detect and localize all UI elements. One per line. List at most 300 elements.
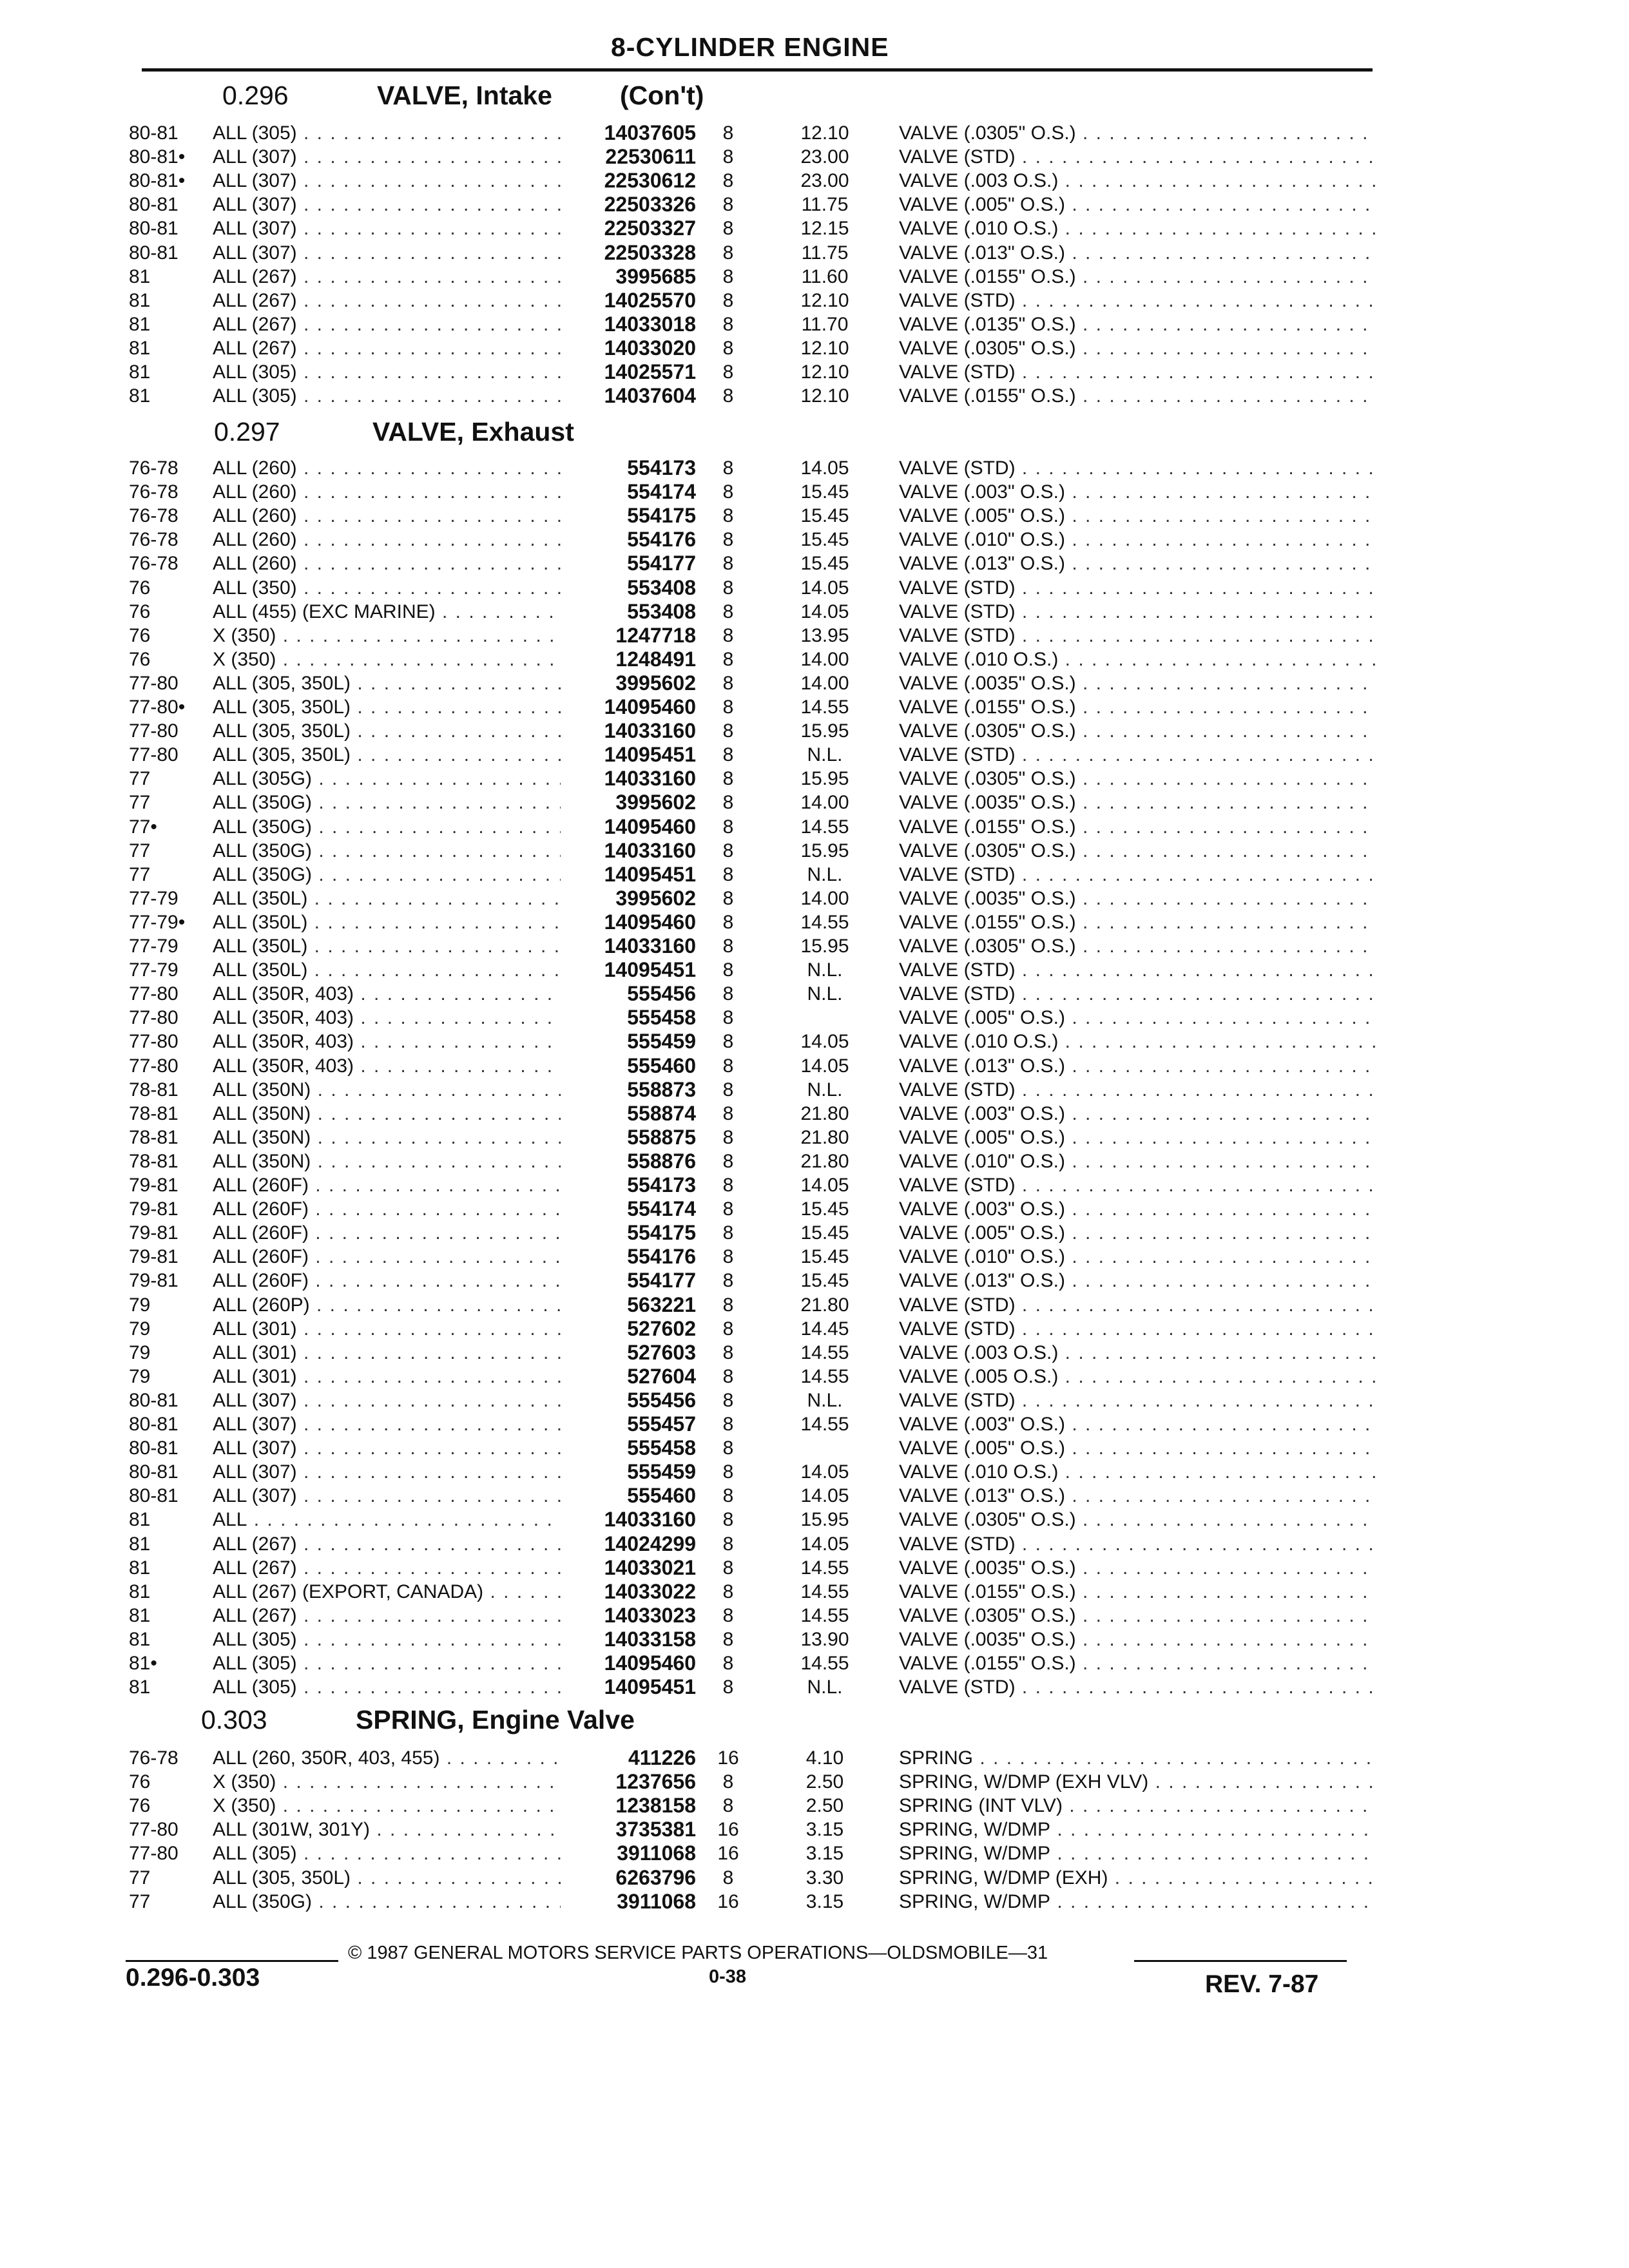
row-quantity: 8: [722, 529, 734, 550]
footer-copyright: © 1987 GENERAL MOTORS SERVICE PARTS OPERATIONS—OLDSMOBILE—31: [348, 1943, 1048, 1963]
row-application: ALL (350G) . . .: [213, 1890, 561, 1914]
row-description: VALVE (.010" O.S.) . . .: [899, 1245, 1376, 1269]
row-description: VALVE (.005" O.S.) . . .: [899, 1006, 1376, 1030]
row-year: 78-81: [129, 1103, 178, 1124]
row-price: N.L.: [807, 1677, 843, 1698]
row-part-number: 554174: [627, 480, 696, 503]
row-quantity: 8: [722, 314, 734, 335]
row-quantity: 8: [722, 1581, 734, 1602]
row-part-number: 555458: [627, 1006, 696, 1029]
row-price: 14.55: [800, 1605, 849, 1626]
table-row: [0, 1651, 1629, 1675]
row-application: ALL (267) . . .: [213, 312, 561, 336]
row-part-number: 14033021: [604, 1556, 696, 1579]
row-price: 15.45: [800, 1198, 849, 1220]
row-part-number: 14033160: [604, 1508, 696, 1531]
footer-rule-right: [1134, 1960, 1347, 1962]
row-application: ALL (267) . . .: [213, 1556, 561, 1580]
row-quantity: 8: [722, 338, 734, 359]
table-row: [0, 1197, 1629, 1221]
row-part-number: 3995685: [615, 265, 696, 288]
row-year: 77: [129, 792, 151, 813]
row-part-number: 554175: [627, 504, 696, 527]
row-description: VALVE (.005" O.S.) . . .: [899, 504, 1376, 528]
header-rule: [142, 68, 1373, 72]
row-year: 79-81: [129, 1246, 178, 1267]
row-quantity: 8: [722, 1151, 734, 1172]
table-row: [0, 1030, 1629, 1053]
row-description: VALVE (STD) . . .: [899, 289, 1376, 312]
row-quantity: 8: [722, 266, 734, 287]
row-description: VALVE (.0305" O.S.) . . .: [899, 1508, 1376, 1532]
table-row: [0, 648, 1629, 671]
row-description: VALVE (.005" O.S.) . . .: [899, 1436, 1376, 1460]
table-row: [0, 312, 1629, 336]
row-quantity: 8: [722, 1605, 734, 1626]
row-quantity: 8: [722, 840, 734, 861]
row-price: 15.95: [800, 1509, 849, 1530]
row-quantity: 8: [722, 792, 734, 813]
table-row: [0, 1054, 1629, 1078]
row-part-number: 527602: [627, 1317, 696, 1340]
row-application: X (350) . . .: [213, 648, 561, 671]
table-row: [0, 265, 1629, 289]
row-quantity: 8: [722, 1318, 734, 1340]
row-quantity: 8: [722, 816, 734, 838]
row-description: VALVE (.013" O.S.) . . .: [899, 1269, 1376, 1293]
row-description: VALVE (.0155" O.S.) . . .: [899, 1651, 1376, 1675]
row-application: ALL (350L) . . .: [213, 958, 561, 982]
row-description: VALVE (.0035" O.S.) . . .: [899, 791, 1376, 814]
table-row: [0, 1628, 1629, 1651]
table-row: [0, 216, 1629, 240]
row-quantity: 8: [722, 673, 734, 694]
row-year: 79: [129, 1318, 151, 1340]
row-price: 14.45: [800, 1318, 849, 1340]
row-description: SPRING (INT VLV) . . .: [899, 1794, 1376, 1818]
row-application: ALL (260) . . .: [213, 528, 561, 552]
row-year: 79-81: [129, 1222, 178, 1244]
row-description: VALVE (.0035" O.S.) . . .: [899, 1556, 1376, 1580]
row-year: 76: [129, 577, 151, 599]
row-quantity: 8: [722, 1653, 734, 1674]
row-price: 3.15: [805, 1891, 844, 1912]
row-year: 78-81: [129, 1151, 178, 1172]
row-year: 77-80: [129, 1819, 178, 1840]
row-year: 77: [129, 864, 151, 885]
row-year: 77-80: [129, 983, 178, 1004]
table-row: [0, 145, 1629, 169]
row-price: 15.95: [800, 720, 849, 742]
section-title: VALVE, Exhaust: [372, 417, 574, 447]
row-quantity: 8: [722, 1414, 734, 1435]
row-year: 77-80: [129, 1007, 178, 1028]
row-application: ALL (307) . . .: [213, 1460, 561, 1484]
row-year: 80-81: [129, 1437, 178, 1459]
row-part-number: 3995602: [615, 671, 696, 695]
row-part-number: 555459: [627, 1460, 696, 1483]
row-price: 13.95: [800, 625, 849, 646]
row-description: VALVE (.010 O.S.) . . .: [899, 648, 1376, 671]
row-description: VALVE (.0035" O.S.) . . .: [899, 1628, 1376, 1651]
row-application: ALL (305G) . . .: [213, 767, 561, 791]
table-row: [0, 1841, 1629, 1865]
row-year: 77: [129, 1891, 151, 1912]
row-description: VALVE (.005 O.S.) . . .: [899, 1365, 1376, 1389]
row-description: VALVE (.0305" O.S.) . . .: [899, 767, 1376, 791]
table-row: [0, 1221, 1629, 1245]
row-application: X (350) . . .: [213, 1770, 561, 1794]
footer-section-range: 0.296-0.303: [126, 1964, 260, 1992]
row-year: 76-78: [129, 505, 178, 526]
row-price: 14.55: [800, 912, 849, 933]
row-quantity: 8: [722, 1127, 734, 1148]
table-row: [0, 1006, 1629, 1030]
table-row: [0, 1078, 1629, 1102]
row-part-number: 14037604: [604, 384, 696, 407]
row-application: ALL (350) . . .: [213, 576, 561, 600]
row-part-number: 558874: [627, 1102, 696, 1125]
row-application: ALL (307) . . .: [213, 216, 561, 240]
row-price: 12.15: [800, 218, 849, 239]
row-description: VALVE (STD) . . .: [899, 1173, 1376, 1197]
row-year: 77-80: [129, 1843, 178, 1864]
row-description: VALVE (.0155" O.S.) . . .: [899, 265, 1376, 289]
row-quantity: 8: [722, 1294, 734, 1316]
row-price: 23.00: [800, 146, 849, 168]
row-description: VALVE (STD) . . .: [899, 1078, 1376, 1102]
row-description: VALVE (.005" O.S.) . . .: [899, 193, 1376, 216]
row-quantity: 8: [722, 888, 734, 909]
row-description: VALVE (STD) . . .: [899, 600, 1376, 624]
row-description: VALVE (.0305" O.S.) . . .: [899, 121, 1376, 145]
row-price: 23.00: [800, 170, 849, 191]
table-row: [0, 1556, 1629, 1580]
row-description: VALVE (STD) . . .: [899, 576, 1376, 600]
row-price: 12.10: [800, 338, 849, 359]
row-price: 15.95: [800, 768, 849, 789]
section-title: VALVE, Intake: [377, 81, 552, 110]
row-part-number: 555456: [627, 982, 696, 1005]
row-quantity: 8: [722, 1007, 734, 1028]
row-description: VALVE (.0135" O.S.) . . .: [899, 312, 1376, 336]
row-application: ALL (260F) . . .: [213, 1221, 561, 1245]
row-part-number: 1248491: [615, 648, 696, 671]
row-part-number: 554174: [627, 1197, 696, 1220]
row-year: 80-81: [129, 242, 178, 264]
row-part-number: 6263796: [615, 1866, 696, 1889]
row-quantity: 8: [722, 1771, 734, 1792]
row-price: 14.05: [800, 1533, 849, 1555]
row-quantity: 8: [722, 481, 734, 503]
row-application: ALL (350G) . . .: [213, 815, 561, 839]
table-row: [0, 815, 1629, 839]
row-price: 11.70: [801, 314, 849, 335]
row-description: VALVE (.003 O.S.) . . .: [899, 169, 1376, 193]
row-price: 15.95: [800, 936, 849, 957]
row-price: 14.55: [800, 1342, 849, 1363]
row-year: 76: [129, 625, 151, 646]
section-number: 0.303: [201, 1705, 267, 1735]
table-row: [0, 480, 1629, 504]
row-quantity: 8: [722, 457, 734, 479]
row-price: N.L.: [807, 1390, 843, 1411]
table-row: [0, 1460, 1629, 1484]
row-part-number: 553408: [627, 576, 696, 599]
row-price: 15.95: [800, 840, 849, 861]
row-quantity: 16: [717, 1747, 739, 1769]
row-year: 77: [129, 840, 151, 861]
row-price: 21.80: [800, 1127, 849, 1148]
row-quantity: 8: [722, 959, 734, 981]
row-year: 79-81: [129, 1175, 178, 1196]
row-price: 14.55: [800, 697, 849, 718]
row-description: VALVE (.003" O.S.) . . .: [899, 1412, 1376, 1436]
row-quantity: 8: [722, 768, 734, 789]
row-price: 15.45: [800, 1222, 849, 1244]
row-application: ALL (305, 350L) . . .: [213, 719, 561, 743]
row-application: ALL (350N) . . .: [213, 1126, 561, 1149]
row-description: VALVE (.003 O.S.) . . .: [899, 1341, 1376, 1365]
row-price: 15.45: [800, 1246, 849, 1267]
row-part-number: 14033158: [604, 1628, 696, 1651]
row-part-number: 3911068: [617, 1890, 696, 1913]
row-year: 77: [129, 1867, 151, 1888]
row-price: 14.00: [800, 792, 849, 813]
row-price: 3.15: [805, 1819, 844, 1840]
row-year: 77: [129, 768, 151, 789]
row-description: VALVE (STD) . . .: [899, 1317, 1376, 1341]
table-row: [0, 1102, 1629, 1126]
row-price: 14.05: [800, 1485, 849, 1506]
table-row: [0, 767, 1629, 791]
row-quantity: 8: [722, 864, 734, 885]
row-part-number: 14025571: [604, 360, 696, 383]
row-description: VALVE (STD) . . .: [899, 1389, 1376, 1412]
table-row: [0, 1794, 1629, 1818]
row-application: ALL (260) . . .: [213, 480, 561, 504]
row-application: ALL (260F) . . .: [213, 1173, 561, 1197]
row-year: 81: [129, 1581, 151, 1602]
row-application: ALL (305, 350L) . . .: [213, 743, 561, 767]
row-application: ALL (307) . . .: [213, 169, 561, 193]
row-part-number: 554176: [627, 528, 696, 551]
table-row: [0, 1818, 1629, 1841]
table-row: [0, 1269, 1629, 1293]
table-row: [0, 600, 1629, 624]
row-description: VALVE (.0155" O.S.) . . .: [899, 815, 1376, 839]
row-description: VALVE (.0305" O.S.) . . .: [899, 934, 1376, 958]
table-row: [0, 1341, 1629, 1365]
row-quantity: 8: [722, 1867, 734, 1888]
row-year: 76-78: [129, 553, 178, 574]
table-row: [0, 360, 1629, 384]
row-application: ALL (301) . . .: [213, 1317, 561, 1341]
row-year: 81: [129, 1557, 151, 1579]
row-description: VALVE (.0155" O.S.) . . .: [899, 1580, 1376, 1604]
row-year: 76-78: [129, 529, 178, 550]
row-description: SPRING, W/DMP . . .: [899, 1841, 1376, 1865]
row-application: ALL (305, 350L) . . .: [213, 671, 561, 695]
row-year: 76-78: [129, 1747, 178, 1769]
table-row: [0, 169, 1629, 193]
row-price: 14.55: [800, 1653, 849, 1674]
row-part-number: 14037605: [604, 121, 696, 144]
row-year: 76: [129, 649, 151, 670]
row-year: 81•: [129, 1653, 157, 1674]
row-part-number: 14033022: [604, 1580, 696, 1603]
row-description: VALVE (.013" O.S.) . . .: [899, 1484, 1376, 1508]
row-year: 81: [129, 1629, 151, 1650]
row-year: 81: [129, 338, 151, 359]
row-application: ALL (267) . . .: [213, 336, 561, 360]
row-quantity: 8: [722, 1437, 734, 1459]
row-price: 14.55: [800, 816, 849, 838]
table-row: [0, 863, 1629, 887]
row-part-number: 554176: [627, 1245, 696, 1268]
row-part-number: 558876: [627, 1149, 696, 1173]
row-year: 80-81: [129, 194, 178, 215]
row-quantity: 8: [722, 983, 734, 1004]
footer-revision: REV. 7-87: [1205, 1970, 1319, 1998]
row-description: VALVE (.005" O.S.) . . .: [899, 1221, 1376, 1245]
row-quantity: 8: [722, 577, 734, 599]
row-description: VALVE (.010 O.S.) . . .: [899, 1030, 1376, 1053]
row-description: VALVE (STD) . . .: [899, 145, 1376, 169]
row-year: 76: [129, 601, 151, 622]
row-part-number: 14033160: [604, 767, 696, 790]
row-year: 81: [129, 1677, 151, 1698]
row-part-number: 555460: [627, 1484, 696, 1507]
section-title: SPRING, Engine Valve: [356, 1705, 635, 1735]
row-price: N.L.: [807, 1079, 843, 1100]
row-part-number: 555460: [627, 1054, 696, 1077]
row-application: ALL (307) . . .: [213, 1389, 561, 1412]
table-row: [0, 1580, 1629, 1604]
row-year: 77-80: [129, 1055, 178, 1077]
row-price: 12.10: [800, 361, 849, 383]
row-price: 15.45: [800, 481, 849, 503]
row-application: ALL (301) . . .: [213, 1365, 561, 1389]
row-application: ALL (350L) . . .: [213, 934, 561, 958]
row-year: 78-81: [129, 1079, 178, 1100]
row-price: 12.10: [800, 122, 849, 144]
row-part-number: 22503328: [604, 241, 696, 264]
row-part-number: 554173: [627, 1173, 696, 1196]
row-quantity: 8: [722, 1222, 734, 1244]
row-quantity: 8: [722, 1175, 734, 1196]
row-price: 14.00: [800, 888, 849, 909]
row-price: N.L.: [807, 983, 843, 1004]
row-quantity: 8: [722, 242, 734, 264]
row-part-number: 22530612: [604, 169, 696, 192]
row-price: 14.55: [800, 1414, 849, 1435]
row-year: 81: [129, 290, 151, 311]
row-part-number: 527603: [627, 1341, 696, 1364]
row-part-number: 558875: [627, 1126, 696, 1149]
row-price: 11.60: [801, 266, 849, 287]
row-part-number: 14095460: [604, 910, 696, 934]
row-quantity: 8: [722, 553, 734, 574]
row-part-number: 14095460: [604, 815, 696, 838]
row-price: 14.05: [800, 577, 849, 599]
row-application: ALL (307) . . .: [213, 1484, 561, 1508]
row-description: VALVE (.0305" O.S.) . . .: [899, 336, 1376, 360]
row-application: ALL (350R, 403) . . .: [213, 1030, 561, 1053]
row-quantity: 8: [722, 1270, 734, 1291]
table-row: [0, 1604, 1629, 1628]
row-year: 79-81: [129, 1270, 178, 1291]
row-price: 21.80: [800, 1151, 849, 1172]
row-year: 76-78: [129, 457, 178, 479]
row-application: ALL (350N) . . .: [213, 1078, 561, 1102]
table-row: [0, 121, 1629, 145]
row-description: VALVE (.0035" O.S.) . . .: [899, 671, 1376, 695]
row-application: ALL (305) . . .: [213, 1651, 561, 1675]
row-year: 78-81: [129, 1127, 178, 1148]
row-price: 13.90: [800, 1629, 849, 1650]
table-row: [0, 456, 1629, 480]
row-price: 4.10: [805, 1747, 844, 1769]
row-part-number: 555456: [627, 1389, 696, 1412]
row-year: 80-81: [129, 218, 178, 239]
row-part-number: 553408: [627, 600, 696, 623]
table-row: [0, 1746, 1629, 1770]
row-quantity: 8: [722, 505, 734, 526]
row-application: ALL (267) . . .: [213, 1532, 561, 1556]
row-description: VALVE (.005" O.S.) . . .: [899, 1126, 1376, 1149]
row-quantity: 8: [722, 1342, 734, 1363]
row-part-number: 22503327: [604, 216, 696, 240]
row-year: 81: [129, 266, 151, 287]
row-application: ALL (267) . . .: [213, 1604, 561, 1628]
row-application: ALL (350R, 403) . . .: [213, 1054, 561, 1078]
row-description: VALVE (STD) . . .: [899, 456, 1376, 480]
row-application: ALL (350R, 403) . . .: [213, 982, 561, 1006]
table-row: [0, 1484, 1629, 1508]
row-year: 77-80: [129, 673, 178, 694]
table-row: [0, 1389, 1629, 1412]
row-application: ALL (350N) . . .: [213, 1149, 561, 1173]
row-price: 14.05: [800, 1055, 849, 1077]
row-description: VALVE (.010" O.S.) . . .: [899, 528, 1376, 552]
table-row: [0, 958, 1629, 982]
row-application: ALL (307) . . .: [213, 193, 561, 216]
table-row: [0, 576, 1629, 600]
row-description: VALVE (STD) . . .: [899, 1293, 1376, 1317]
table-row: [0, 241, 1629, 265]
row-price: 14.05: [800, 1175, 849, 1196]
row-part-number: 554175: [627, 1221, 696, 1244]
row-description: VALVE (STD) . . .: [899, 1532, 1376, 1556]
row-description: VALVE (.010" O.S.) . . .: [899, 1149, 1376, 1173]
row-year: 77-80: [129, 720, 178, 742]
row-quantity: 8: [722, 218, 734, 239]
row-quantity: 8: [722, 122, 734, 144]
row-year: 77-80: [129, 744, 178, 765]
row-description: VALVE (.0305" O.S.) . . .: [899, 719, 1376, 743]
row-quantity: 8: [722, 1629, 734, 1650]
row-application: ALL (350L) . . .: [213, 910, 561, 934]
row-part-number: 555459: [627, 1030, 696, 1053]
row-application: ALL (260P) . . .: [213, 1293, 561, 1317]
row-year: 81: [129, 1605, 151, 1626]
row-application: ALL (350G) . . .: [213, 839, 561, 863]
row-part-number: 14095460: [604, 695, 696, 718]
row-description: VALVE (STD) . . .: [899, 863, 1376, 887]
row-part-number: 1238158: [615, 1794, 696, 1817]
table-row: [0, 934, 1629, 958]
